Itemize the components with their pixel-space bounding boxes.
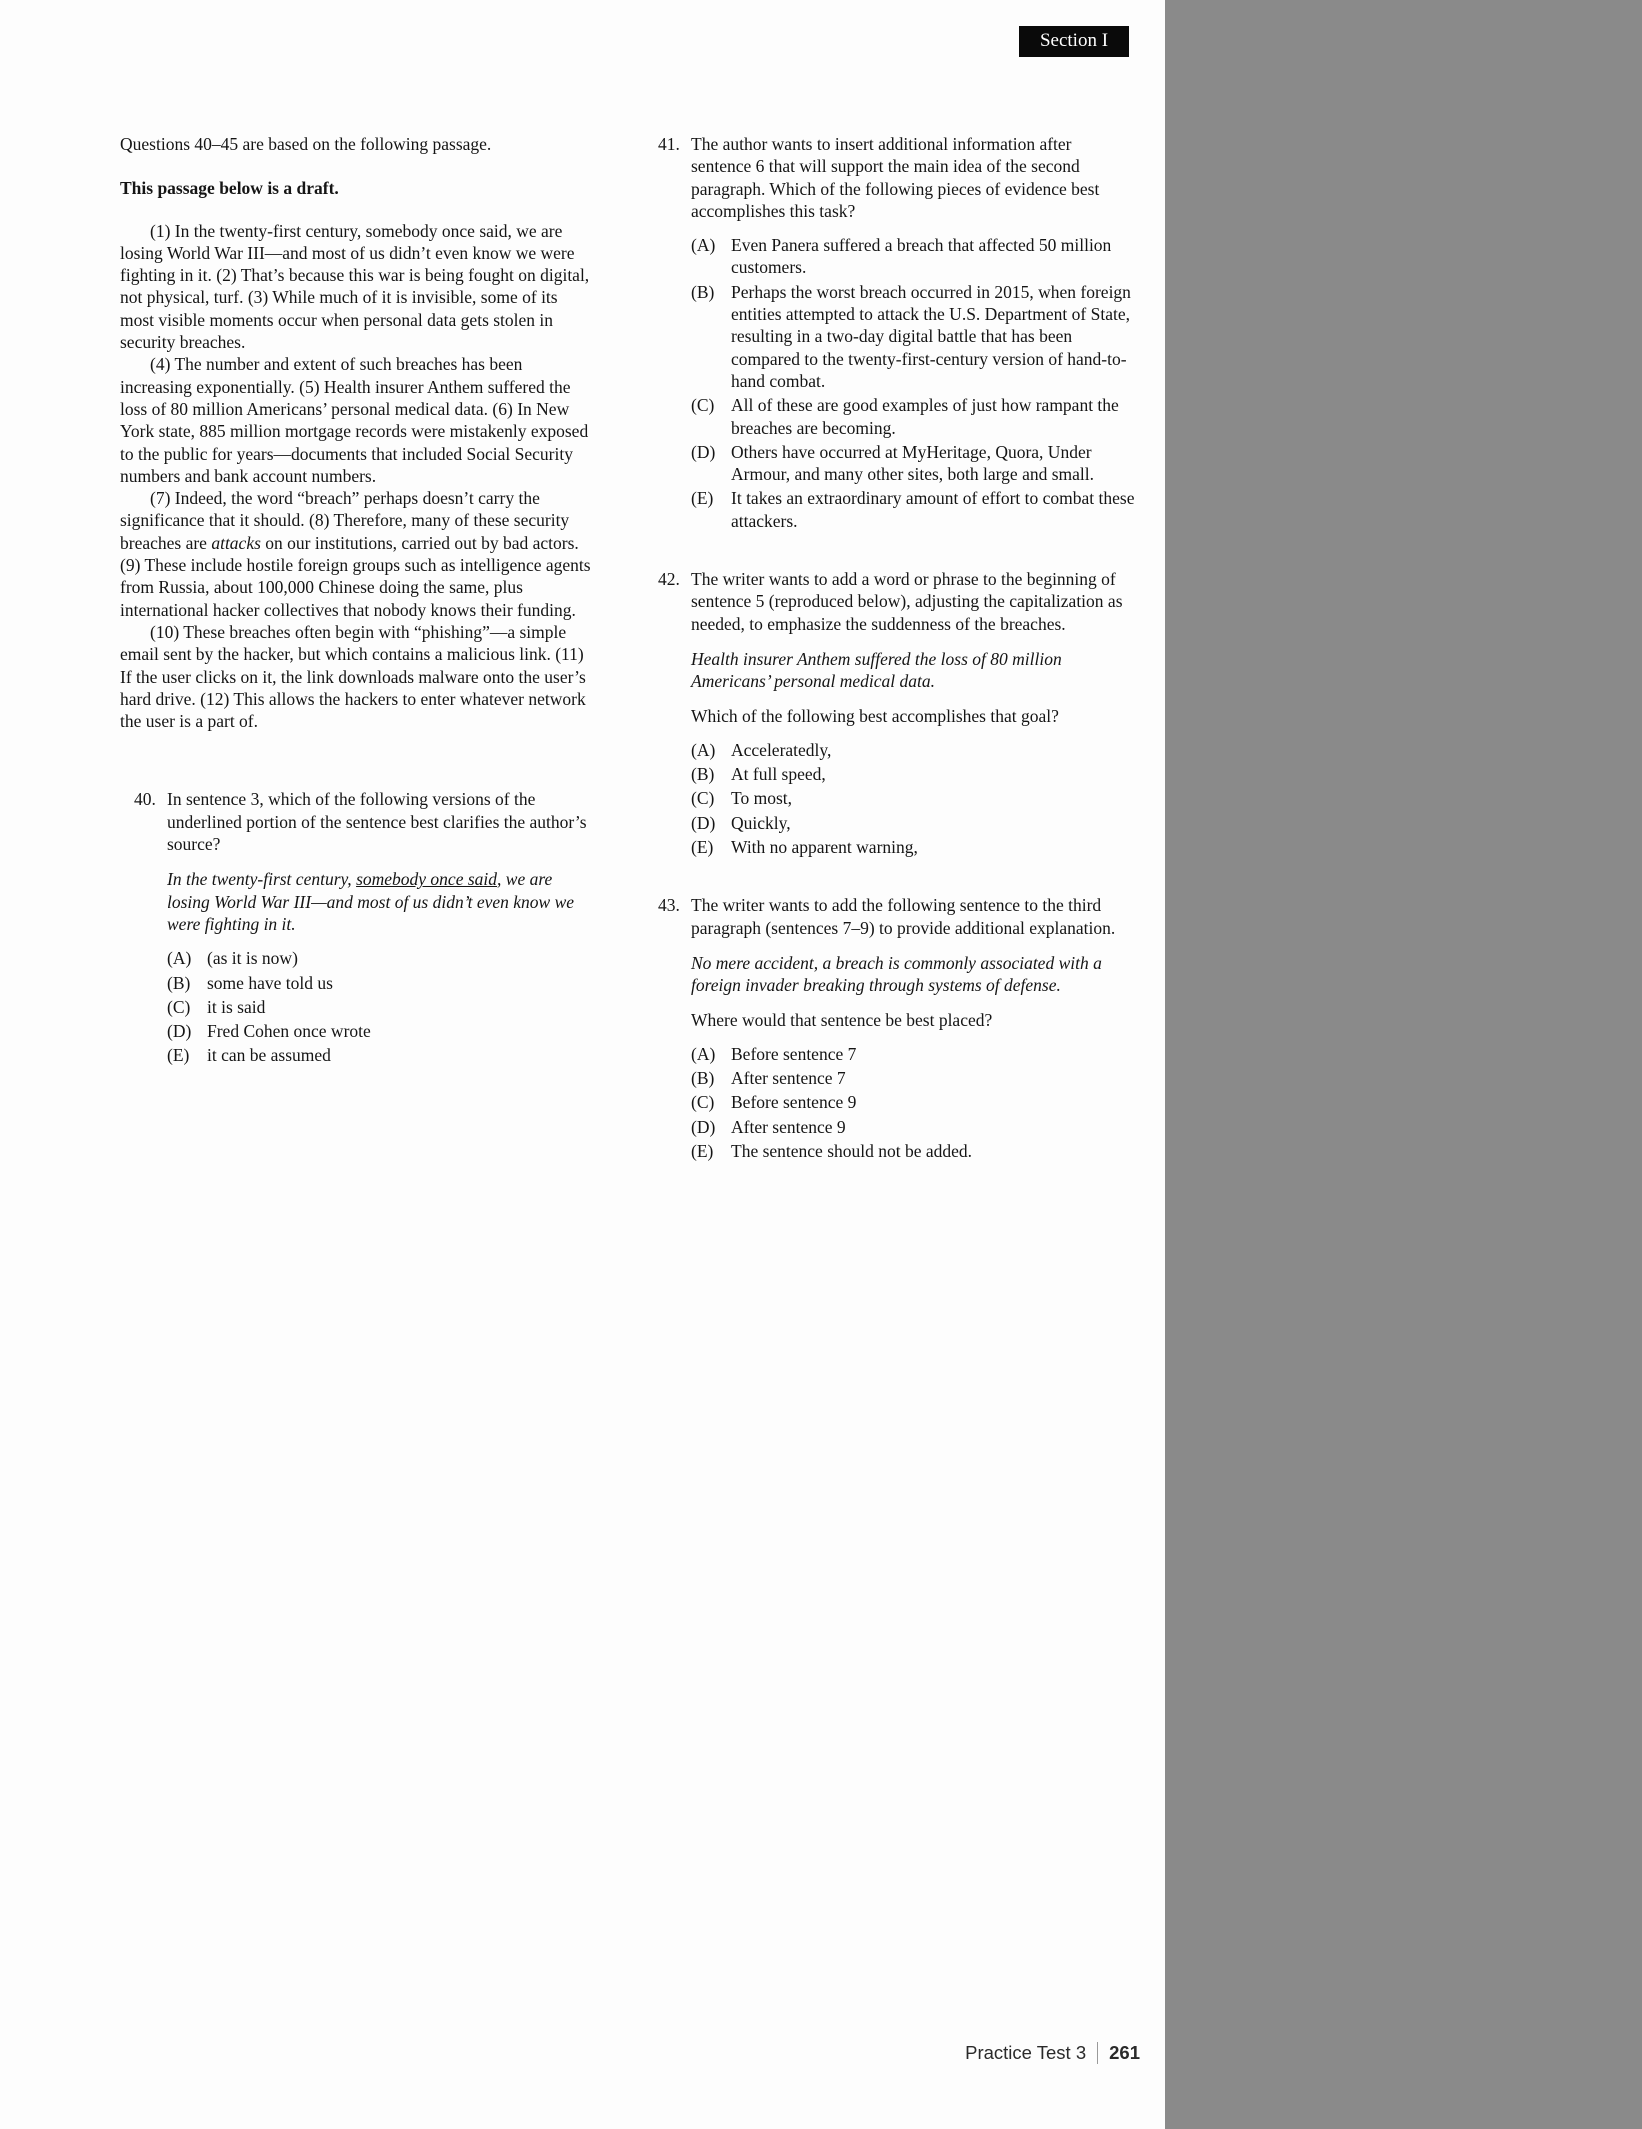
option-letter: (A) [167,948,192,969]
question-quote: No mere accident, a breach is commonly associated with a foreign invader breaking through systems of defense. [691,952,1102,996]
option-letter: (E) [691,488,714,509]
underlined-portion: somebody once said [356,869,498,890]
option-letter: (B) [167,972,191,993]
question-body [691,133,1136,532]
option-text: Before sentence 9 [731,1092,857,1113]
answer-options [167,947,594,1066]
option-letter: (D) [167,1021,192,1042]
answer-options [691,1043,1136,1162]
passage-emphasis: attacks [211,532,261,553]
option-text: With no apparent warning, [731,837,918,858]
option-letter: (A) [691,1043,716,1064]
question-quote [167,868,594,935]
answer-option [691,394,1136,439]
answer-option [167,1020,594,1042]
quote-text: , we are losing World War III—and most of us didn’t even know we were fighting in it. [167,869,575,934]
option-letter: (C) [691,788,715,809]
option-letter: (C) [691,1092,715,1113]
answer-options [691,739,1136,858]
option-letter: (E) [691,837,714,858]
option-text: Acceleratedly, [731,739,832,760]
footer-page-number: 261 [1109,2042,1140,2063]
question-41 [658,133,1136,532]
option-letter: (D) [691,1116,716,1137]
answer-option [167,1044,594,1066]
option-letter: (A) [691,235,716,256]
passage-intro: Questions 40–45 are based on the following passage. [120,134,492,154]
question-body [167,788,594,1066]
answer-option [691,787,1136,809]
option-letter: (C) [691,395,715,416]
question-number: 40. [134,789,156,810]
answer-option [691,1140,1136,1162]
option-text: Others have occurred at MyHeritage, Quora, Under Armour, and many other sites, both large and small. [731,441,1094,485]
answer-option [691,487,1136,532]
answer-option [167,996,594,1018]
option-text: Even Panera suffered a breach that affected 50 million customers. [731,235,1112,278]
footer-test-name: Practice Test 3 [965,2042,1087,2063]
option-letter: (B) [691,764,715,785]
option-text: All of these are good examples of just how rampant the breaches are becoming. [731,395,1119,438]
answer-option [691,1091,1136,1113]
option-text: To most, [731,788,793,809]
option-letter: (A) [691,739,716,760]
option-letter: (B) [691,281,715,302]
draft-note: This passage below is a draft. [120,178,339,199]
question-number: 43. [658,895,680,916]
passage-paragraph-1: (1) In the twenty-first century, somebody once said, we are losing World War III—and most of us didn’t even know we were fighting in it. (2) That’s because this war is being fought on digital, not physical, turf. (3) While much of it is invisible, some of its most visible moments occur when personal data gets stolen in security breaches. [120,220,590,353]
question-followup: Which of the following best accomplishes that goal? [691,705,1059,726]
answer-options [691,234,1136,532]
question-stem: The writer wants to add a word or phrase to the beginning of sentence 5 (reproduced below), adjusting the capitalization as needed, to emphasize the suddenness of the breaches. [691,569,1123,634]
answer-option [691,281,1136,392]
answer-option [691,1116,1136,1138]
passage-paragraph-4: (10) These breaches often begin with “phishing”—a simple email sent by the hacker, but which contains a malicious link. (11) If the user clicks on it, the link downloads malware onto the user’s hard drive. (12) This allows the hackers to enter whatever network the user is a part of. [120,621,586,732]
answer-option [691,1043,1136,1065]
section-label: Section I [1039,30,1109,52]
option-letter: (E) [691,1140,714,1161]
option-letter: (B) [691,1068,715,1089]
question-body [691,894,1136,1162]
left-column [120,133,594,1067]
question-stem: The author wants to insert additional information after sentence 6 that will support the main idea of the second paragraph. Which of the following pieces of evidence best accomplishes this task? [691,134,1100,221]
answer-option [691,739,1136,761]
option-text: Before sentence 7 [731,1043,857,1064]
passage-text: on our institutions, carried out by bad actors. (9) These include hostile foreign groups such as intelligence agents from Russia, about 100,000 Chinese doing the same, plus international hacker collectives that nobody knows their funding. [120,532,591,620]
answer-option [691,812,1136,834]
question-stem: The writer wants to add the following sentence to the third paragraph (sentences 7–9) to provide additional explanation. [691,895,1116,938]
question-stem: In sentence 3, which of the following versions of the underlined portion of the sentence best clarifies the author’s source? [167,789,587,855]
footer-divider [1097,2042,1098,2064]
option-text: Fred Cohen once wrote [207,1021,371,1042]
answer-option [691,441,1136,486]
passage [120,220,594,733]
question-43 [658,894,1136,1162]
question-followup: Where would that sentence be best placed? [691,1009,993,1030]
quote-text: In the twenty-first century, [167,869,357,890]
option-text: it is said [207,996,266,1017]
option-letter: (D) [691,441,716,462]
page-footer [658,2042,1140,2064]
question-40 [120,788,594,1066]
question-body [691,568,1136,858]
option-text: (as it is now) [207,948,298,969]
page-edge-band [1165,0,1642,2129]
answer-option [691,763,1136,785]
option-text: At full speed, [731,764,826,785]
option-letter: (C) [167,996,191,1017]
option-letter: (E) [167,1045,190,1066]
option-text: After sentence 7 [731,1068,846,1089]
option-text: it can be assumed [207,1045,331,1066]
option-text: It takes an extraordinary amount of effort to combat these attackers. [731,488,1135,531]
option-text: Quickly, [731,812,791,833]
option-text: After sentence 9 [731,1116,846,1137]
section-tab [1019,26,1129,57]
passage-paragraph-3 [120,487,594,621]
option-text: some have told us [207,972,333,993]
option-text: The sentence should not be added. [731,1140,973,1161]
right-column [658,133,1136,1162]
answer-option [691,234,1136,279]
option-letter: (D) [691,812,716,833]
question-quote: Health insurer Anthem suffered the loss of 80 million Americans’ personal medical data. [691,648,1062,692]
answer-option [167,972,594,994]
answer-option [691,1067,1136,1089]
question-number: 41. [658,134,680,154]
option-text: Perhaps the worst breach occurred in 2015, when foreign entities attempted to attack the U.S. Department of State, resulting in a two-day digital battle that has been compared to the twenty-first-century version of hand-to-hand combat. [731,281,1131,391]
question-number: 42. [658,569,680,590]
answer-option [691,836,1136,858]
passage-text: (7) Indeed, the word “breach” perhaps doesn’t carry the significance that it should. (8) Therefore, many of these security breaches are [120,488,570,553]
passage-paragraph-2: (4) The number and extent of such breaches has been increasing exponentially. (5) Health insurer Anthem suffered the loss of 80 million Americans’ personal medical data. (6) In New York state, 885 million mortgage records were mistakenly exposed to the public for years—documents that included Social Security numbers and bank account numbers. [120,354,589,486]
answer-option [167,947,594,969]
question-42 [658,568,1136,858]
